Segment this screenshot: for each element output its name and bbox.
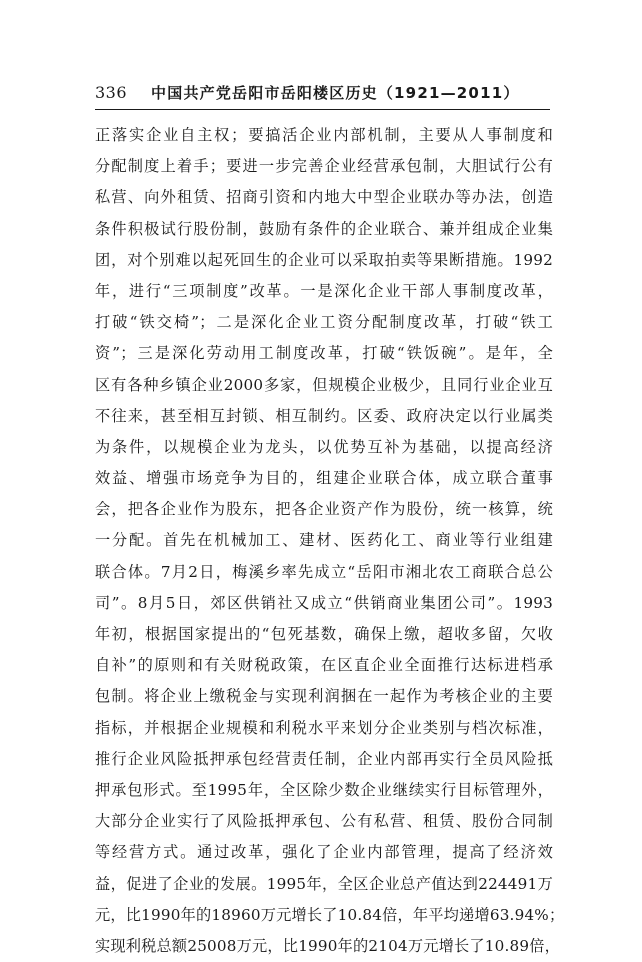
text-line: 会，把各企业作为股东，把各企业资产作为股份，统一核算，统: [95, 500, 553, 519]
text-line: 分配制度上着手；要进一步完善企业经营承包制，大胆试行公有: [95, 157, 553, 176]
text-line: 司”。8月5日，郊区供销社又成立“供销商业集团公司”。1993: [95, 593, 553, 612]
text-line: 元，比1990年的18960万元增长了10.84倍，年平均递增63.94%；: [95, 905, 565, 924]
text-line: 打破“铁交椅”；二是深化企业工资分配制度改革，打破“铁工: [95, 313, 553, 332]
book-title: 中国共产党岳阳市岳阳楼区历史（1921—2011）: [151, 84, 520, 102]
text-line: 自补”的原则和有关财税政策，在区直企业全面推行达标进档承: [95, 656, 553, 675]
text-line: 团，对个别难以起死回生的企业可以采取拍卖等果断措施。1992: [95, 250, 553, 269]
text-line: 为条件，以规模企业为龙头，以优势互补为基础，以提高经济: [95, 437, 553, 456]
text-line: 包制。将企业上缴税金与实现利润捆在一起作为考核企业的主要: [95, 687, 553, 706]
text-line: 联合体。7月2日，梅溪乡率先成立“岳阳市湘北农工商联合总公: [95, 562, 553, 581]
running-header: [95, 81, 550, 110]
text-line: 大部分企业实行了风险抵押承包、公有私营、租赁、股份合同制: [95, 812, 553, 831]
text-line: 效益、增强市场竞争为目的，组建企业联合体，成立联合董事: [95, 469, 553, 488]
text-line: 押承包形式。至1995年，全区除少数企业继续实行目标管理外，: [95, 780, 553, 799]
text-line: 推行企业风险抵押承包经营责任制，企业内部再实行全员风险抵: [95, 749, 553, 768]
text-line: 正落实企业自主权；要搞活企业内部机制，主要从人事制度和: [95, 126, 553, 144]
text-line: 不往来，甚至相互封锁、相互制约。区委、政府决定以行业属类: [95, 406, 553, 425]
text-line: 益，促进了企业的发展。1995年，全区企业总产值达到224491万: [95, 874, 553, 893]
text-line: 私营、向外租赁、招商引资和内地大中型企业联办等办法，创造: [95, 188, 553, 207]
text-line: 年，进行“三项制度”改革。一是深化企业干部人事制度改革，: [95, 281, 553, 300]
text-line: 条件积极试行股份制，鼓励有条件的企业联合、兼并组成企业集: [95, 219, 553, 238]
page-number: 336: [95, 83, 128, 102]
text-line: 等经营方式。通过改革，强化了企业内部管理，提高了经济效: [95, 843, 553, 862]
text-line: 实现利税总额25008万元，比1990年的2104万元增长了10.89倍，: [95, 936, 561, 955]
text-line: 区有各种乡镇企业2000多家，但规模企业极少，且同行业企业互: [95, 375, 553, 394]
body-text: [95, 120, 565, 962]
text-line: 指标，并根据企业规模和利税水平来划分企业类别与档次标准，: [95, 718, 553, 737]
text-line: 年初，根据国家提出的“包死基数，确保上缴，超收多留，欠收: [95, 625, 553, 643]
text-line: 资”；三是深化劳动用工制度改革，打破“铁饭碗”。是年，全: [95, 344, 553, 363]
text-line: 一分配。首先在机械加工、建材、医药化工、商业等行业组建: [95, 531, 553, 550]
